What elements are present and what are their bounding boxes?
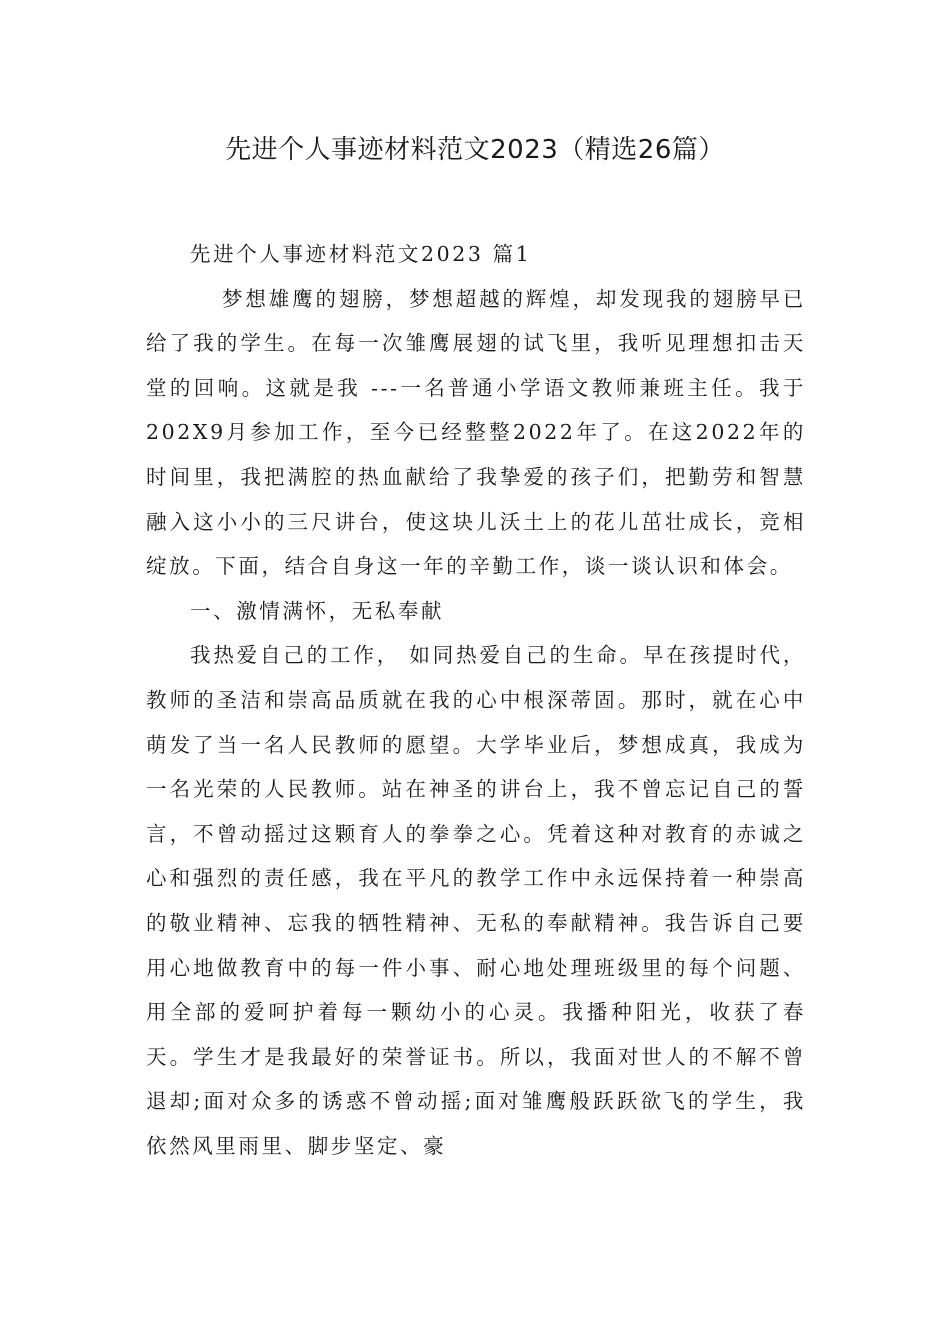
document-body — [146, 232, 806, 1168]
article-heading: 先进个人事迹材料范文2023 篇1 — [190, 242, 532, 266]
section-heading: 一、激情满怀，无私奉献 — [190, 598, 445, 623]
document-title: 先进个人事迹材料范文2023（精选26篇） — [225, 135, 725, 165]
paragraph: 我热爱自己的工作， 如同热爱自己的生命。早在孩提时代，教师的圣洁和崇高品质就在我的心中根深蒂固。那时，就在心中萌发了当一名人民教师的愿望。大学毕业后，梦想成真，我成为一名光荣的人民教师。站在神圣的讲台上，我不曾忘记自己的誓言，不曾动摇过这颗育人的拳拳之心。凭着这种对教育的赤诚之心和强烈的责任感，我在平凡的教学工作中永远保持着一种崇高的敬业精神、忘我的牺牲精神、无私的奉献精神。我告诉自己要用心地做教育中的每一件小事、耐心地处理班级里的每个问题、用全部的爱呵护着每一颗幼小的心灵。我播种阳光，收获了春天。学生才是我最好的荣誉证书。所以，我面对世人的不解不曾退却;面对众多的诱惑不曾动摇;面对雏鹰般跃跃欲飞的学生，我依然风里雨里、脚步坚定、豪 — [146, 643, 806, 1158]
paragraph: 梦想雄鹰的翅膀，梦想超越的辉煌，却发现我的翅膀早已给了我的学生。在每一次雏鹰展翅的试飞里，我听见理想扣击天堂的回响。这就是我 ---一名普通小学语文教师兼班主任。我于202X9月参加工作，至今已经整整2022年了。在这2022年的时间里，我把满腔的热血献给了我挚爱的孩子们，把勤劳和智慧融入这小小的三尺讲台，使这块儿沃土上的花儿茁壮成长，竞相绽放。下面，结合自身这一年的辛勤工作，谈一谈认识和体会。 — [146, 286, 806, 579]
